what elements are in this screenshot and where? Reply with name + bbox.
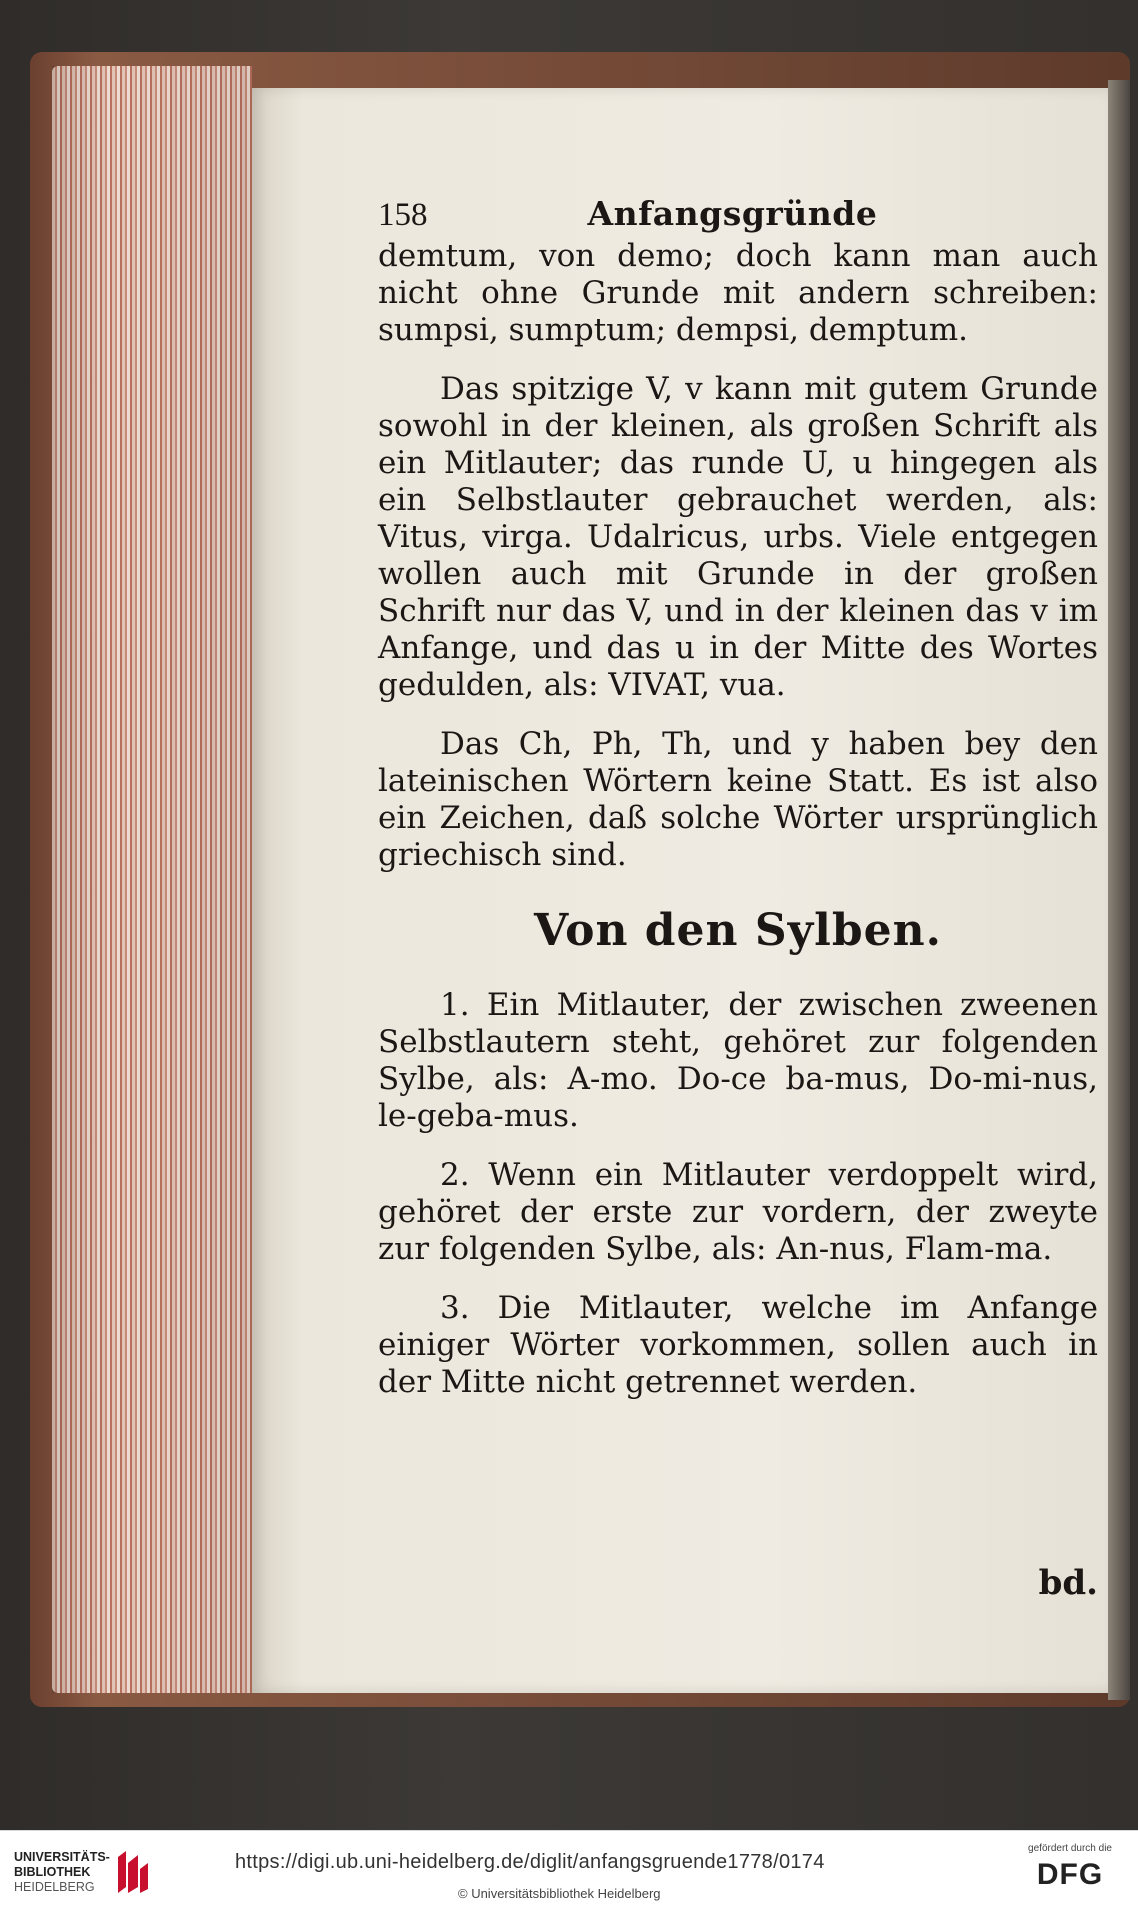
catchword: bd. <box>1038 1563 1098 1603</box>
rule-paragraph: 3. Die Mitlauter, welche im Anfange einiger Wörter vorkommen, sollen auch in der Mitte nicht getrennet werden. <box>378 1290 1098 1400</box>
library-name-line: BIBLIOTHEK <box>14 1865 91 1879</box>
permalink-url[interactable]: https://digi.ub.uni-heidelberg.de/diglit/anfangsgruende1778/0174 <box>235 1851 825 1873</box>
paragraph: demtum, von demo; doch kann man auch nicht ohne Grunde mit andern schreiben: sumpsi, sumptum; dempsi, demptum. <box>378 238 1098 348</box>
rule-paragraph: 1. Ein Mitlauter, der zwischen zweenen Selbstlautern steht, gehöret zur folgenden Sylbe, als: A-mo. Do-ce ba-mus, Do-mi-nus, le-geba-mus. <box>378 987 1098 1134</box>
funding-credit[interactable] <box>1028 1843 1112 1892</box>
section-heading: Von den Sylben. <box>534 905 942 956</box>
page-edges <box>52 66 252 1693</box>
copyright-notice: © Universitätsbibliothek Heidelberg <box>458 1886 661 1901</box>
funded-by-label: gefördert durch die <box>1028 1843 1112 1854</box>
gutter-shadow <box>1108 80 1130 1700</box>
library-name-line: UNIVERSITÄTS- <box>14 1850 110 1864</box>
viewer-footer <box>0 1830 1138 1914</box>
page-number: 158 <box>378 197 428 233</box>
library-name-line: HEIDELBERG <box>14 1880 95 1894</box>
paragraph: Das spitzige V, v kann mit gutem Grunde sowohl in der kleinen, als großen Schrift als ein Mitlauter; das runde U, u hingegen als ein Selbstlauter gebrauchet werden, als: Vitus, virga. Udalricus, urbs. Viele entgegen wollen auch mit Grunde in der großen Schrift nur das V, und in der kleinen das v im Anfange, und das u in der Mitte des Wortes gedulden, als: VIVAT, vua. <box>378 371 1098 703</box>
dfg-logo: DFG <box>1036 1858 1104 1891</box>
rule-paragraph: 2. Wenn ein Mitlauter verdoppelt wird, gehöret der erste zur vordern, der zweyte zur folgenden Sylbe, als: An-nus, Flam-ma. <box>378 1157 1098 1267</box>
paragraph: Das Ch, Ph, Th, und y haben bey den lateinischen Wörtern keine Statt. Es ist also ein Zeichen, daß solche Wörter ursprünglich griechisch sind. <box>378 726 1098 873</box>
library-logo-text[interactable] <box>14 1850 110 1895</box>
library-logo-icon[interactable] <box>112 1847 152 1897</box>
page-text-block <box>378 194 1098 1603</box>
running-head <box>378 195 1098 234</box>
running-title: Anfangsgründe <box>587 194 878 233</box>
